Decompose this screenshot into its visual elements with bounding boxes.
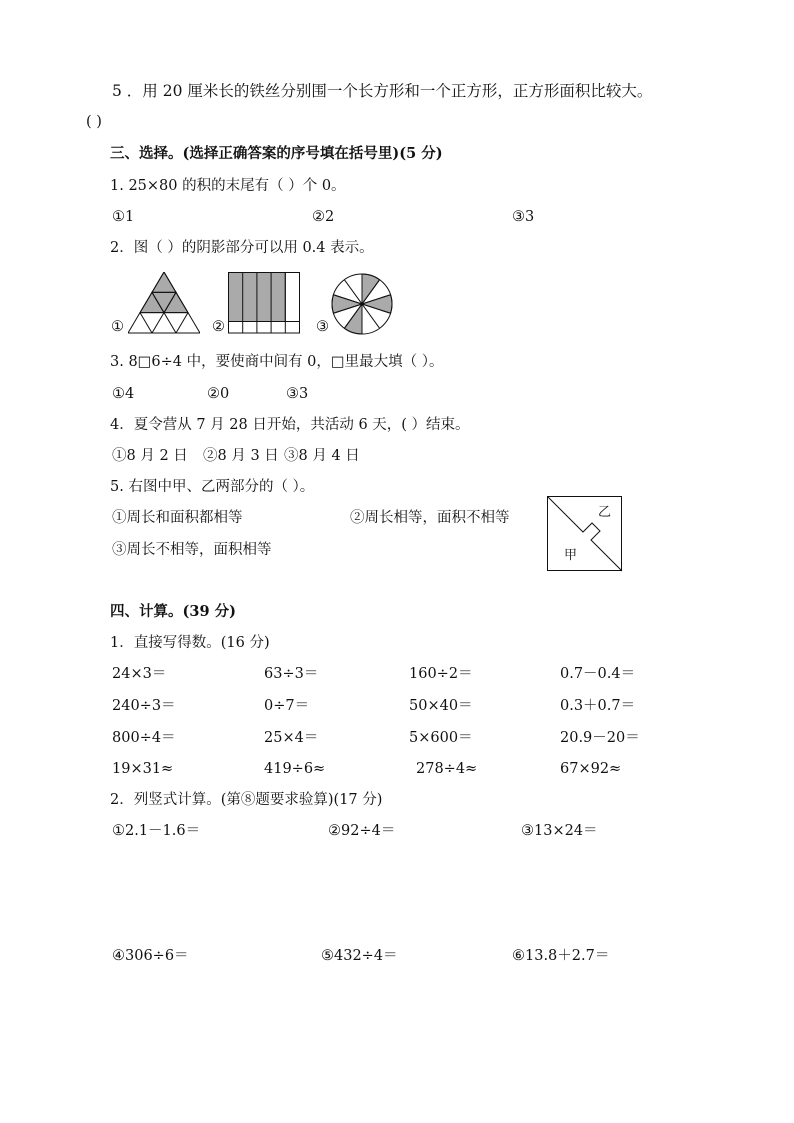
direct-calc-item[interactable]: 419÷6≈	[264, 761, 326, 777]
direct-calc-item[interactable]: 0.7－0.4＝	[560, 666, 636, 682]
choice-q5-option-2[interactable]: ②周长相等，面积不相等	[350, 510, 510, 526]
direct-calc-item[interactable]: 19×31≈	[112, 761, 174, 777]
direct-calc-title: 1．直接写得数。(16 分)	[110, 635, 270, 651]
choice-q3-option-3[interactable]: ③3	[286, 386, 309, 402]
direct-calc-item[interactable]: 800÷4＝	[112, 730, 176, 746]
direct-calc-item[interactable]: 50×40＝	[409, 698, 473, 714]
choice-q2-label-3[interactable]: ③	[316, 319, 329, 335]
vertical-calc-title: 2．列竖式计算。(第⑧题要求验算)(17 分)	[110, 792, 383, 808]
choice-q5-option-1[interactable]: ①周长和面积都相等	[112, 510, 243, 526]
section3-title: 三、选择。(选择正确答案的序号填在括号里)(5 分)	[110, 145, 443, 162]
direct-calc-item[interactable]: 278÷4≈	[416, 761, 478, 777]
triangle-figure	[128, 272, 200, 334]
direct-calc-item[interactable]: 0.3＋0.7＝	[560, 698, 636, 714]
vertical-calc-item[interactable]: ④306÷6＝	[112, 948, 189, 964]
vertical-calc-item[interactable]: ⑤432÷4＝	[321, 948, 398, 964]
choice-q2-label-1[interactable]: ①	[111, 319, 124, 335]
choice-q1-option-3[interactable]: ③3	[512, 209, 535, 225]
choice-q2-label-2[interactable]: ②	[212, 319, 225, 335]
direct-calc-item[interactable]: 0÷7＝	[264, 698, 310, 714]
direct-calc-item[interactable]: 25×4＝	[264, 730, 319, 746]
choice-q4-stem: 4．夏令营从 7 月 28 日开始，共活动 6 天，( ）结束。	[110, 417, 470, 433]
vertical-calc-item[interactable]: ⑥13.8＋2.7＝	[512, 948, 610, 964]
judge-q5-answer-paren[interactable]: ( )	[86, 114, 102, 130]
choice-q3-option-1[interactable]: ①4	[112, 386, 135, 402]
choice-q2-stem: 2．图（ ）的阴影部分可以用 0.4 表示。	[110, 240, 374, 256]
choice-q3-option-2[interactable]: ②0	[207, 386, 230, 402]
choice-q1-stem: 1. 25×80 的积的末尾有（ ）个 0。	[110, 178, 346, 194]
direct-calc-item[interactable]: 160÷2＝	[409, 666, 473, 682]
direct-calc-item[interactable]: 240÷3＝	[112, 698, 176, 714]
direct-calc-item[interactable]: 5×600＝	[409, 730, 473, 746]
bar-grid-figure	[228, 272, 300, 334]
judge-q5-text: 5 ．用 20 厘米长的铁丝分别围一个长方形和一个正方形，正方形面积比较大。	[112, 82, 653, 100]
vertical-calc-item[interactable]: ①2.1－1.6＝	[112, 823, 201, 839]
direct-calc-item[interactable]: 24×3＝	[112, 666, 167, 682]
choice-q1-option-1[interactable]: ①1	[112, 209, 135, 225]
choice-q1-option-2[interactable]: ②2	[312, 209, 335, 225]
figure-label-yi: 乙	[598, 505, 612, 520]
vertical-calc-item[interactable]: ③13×24＝	[521, 823, 598, 839]
circle-figure	[331, 273, 393, 335]
choice-q4-option-1[interactable]: ①8 月 2 日	[112, 448, 188, 464]
vertical-calc-item[interactable]: ②92÷4＝	[328, 823, 396, 839]
choice-q4-option-2[interactable]: ②8 月 3 日	[203, 448, 279, 464]
section4-title: 四、计算。(39 分)	[110, 603, 236, 620]
choice-q5-stem: 5. 右图中甲、乙两部分的（ ）。	[110, 479, 315, 495]
direct-calc-item[interactable]: 20.9－20＝	[560, 730, 640, 746]
figure-label-jia: 甲	[564, 548, 578, 563]
direct-calc-item[interactable]: 63÷3＝	[264, 666, 319, 682]
split-square-figure	[547, 496, 623, 572]
choice-q5-option-3[interactable]: ③周长不相等，面积相等	[112, 542, 272, 558]
direct-calc-item[interactable]: 67×92≈	[560, 761, 622, 777]
choice-q4-option-3[interactable]: ③8 月 4 日	[284, 448, 360, 464]
choice-q3-stem: 3. 8□6÷4 中，要使商中间有 0，□里最大填（ ）。	[110, 354, 444, 370]
